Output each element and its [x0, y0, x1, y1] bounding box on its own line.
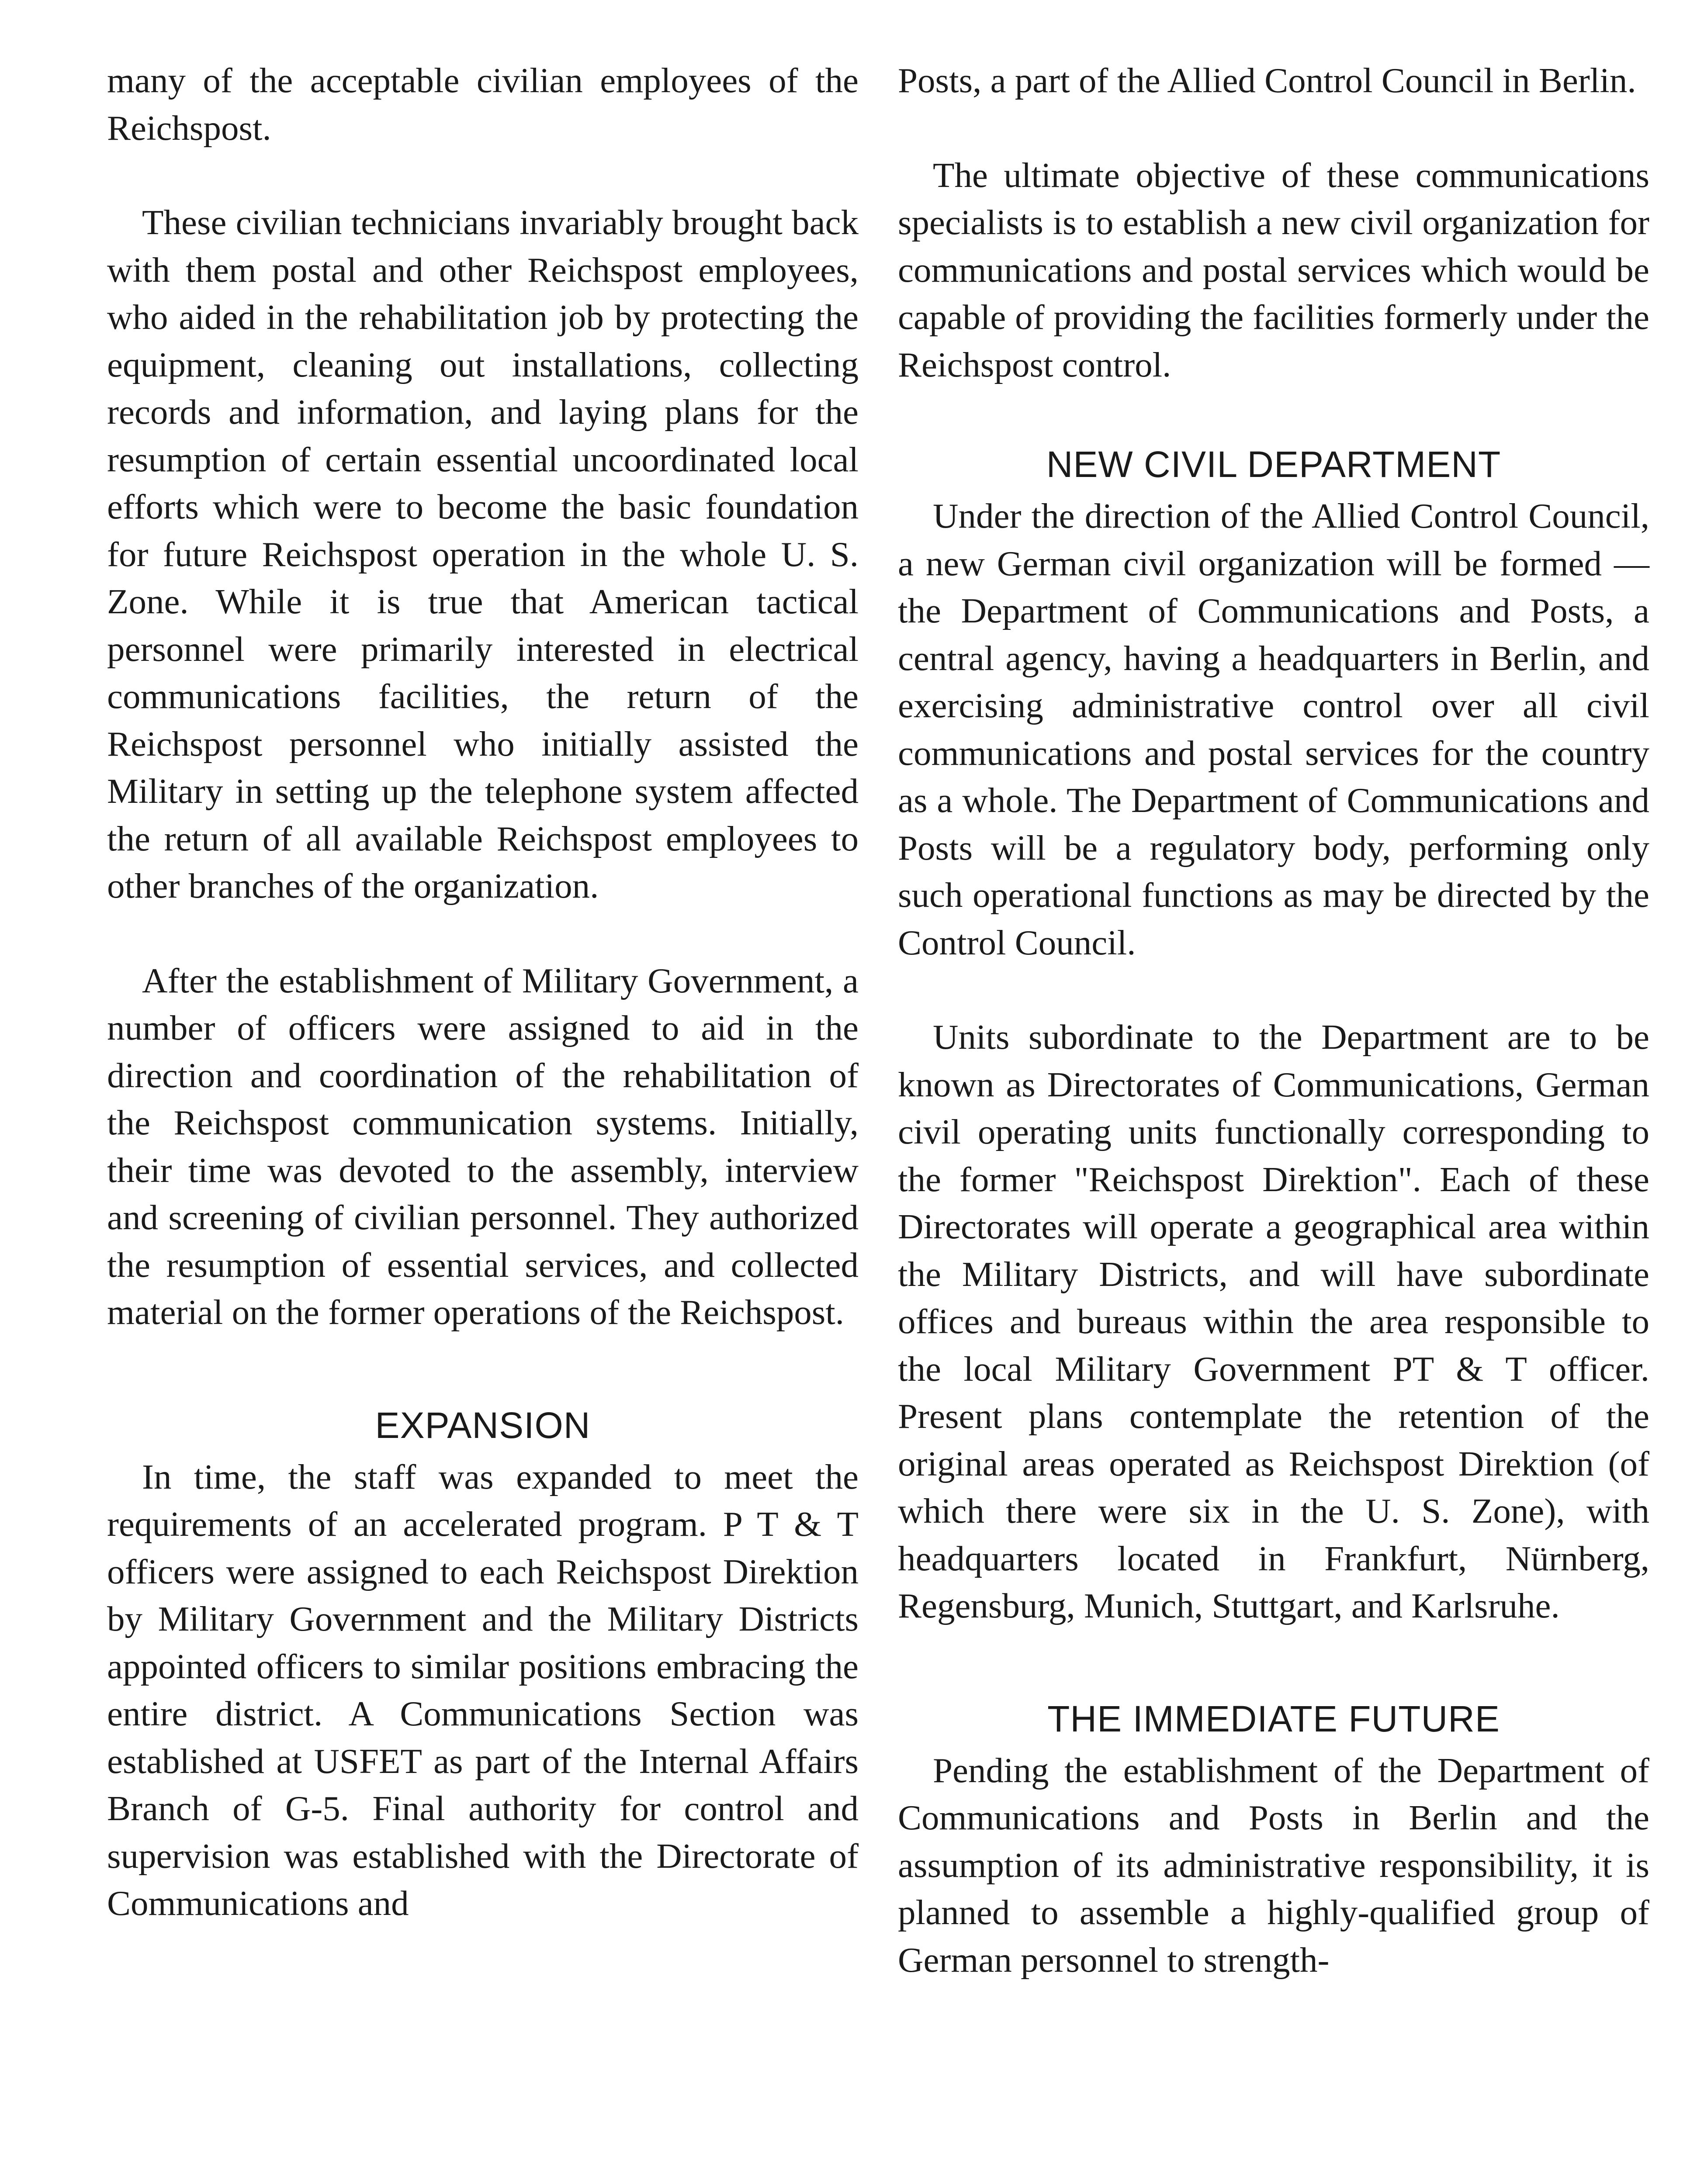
paragraph-ultimate-objective: The ultimate objective of these communications specialists is to establish a new civil organization for communications and postal services which would be capable of providing the facilities formerly under the Reichspost control.	[898, 155, 1649, 384]
paragraph-allied-control-council: Posts, a part of the Allied Control Council in Berlin.	[898, 61, 1636, 100]
heading-immediate-future: THE IMMEDIATE FUTURE	[1047, 1698, 1500, 1739]
paragraph-civilian-employees: many of the acceptable civilian employees of the Reichspost.	[107, 61, 859, 148]
heading-new-civil-department: NEW CIVIL DEPARTMENT	[1046, 444, 1501, 485]
heading-expansion: EXPANSION	[375, 1404, 591, 1446]
paragraph-civilian-technicians: These civilian technicians invariably brought back with them postal and other Reichspost employees, who aided in the rehabilitation job by protecting the equipment, cleaning out installations, collecting records and information, and laying plans for the resumption of certain essential uncoordinated local efforts which were to become the basic foundation for future Reichspost operation in the whole U. S. Zone. While it is true that American tactical personnel were primarily interested in electrical communications facilities, the return of the Reichspost personnel who initially assisted the Military in setting up the telephone system affected the return of all available Reichspost employees to other branches of the organization.	[107, 203, 859, 905]
left-column	[107, 57, 859, 1974]
paragraph-expansion: In time, the staff was expanded to meet the requirements of an accelerated program. P T & T officers were assigned to each Reichspost Direktion by Military Government and the Military Districts appointed officers to similar positions embracing the entire district. A Communications Section was established at USFET as part of the Internal Affairs Branch of G-5. Final authority for control and supervision was established with the Directorate of Communications and	[107, 1457, 859, 1923]
paragraph-directorates: Units subordinate to the Department are to be known as Directorates of Communications, German civil operating units functionally corresponding to the former "Reichspost Direktion". Each of these Directorates will operate a geographical area within the Military Districts, and will have subordinate offices and bureaus within the area responsible to the local Military Government PT & T officer. Present plans contemplate the retention of the original areas operated as Reichspost Direktion (of which there were six in the U. S. Zone), with headquarters located in Frankfurt, Nürnberg, Regensburg, Munich, Stuttgart, and Karlsruhe.	[898, 1017, 1649, 1625]
paragraph-immediate-future: Pending the establishment of the Department of Communications and Posts in Berlin and the assumption of its administrative responsibility, it is planned to assemble a highly-qualified group of German personnel to strength-	[898, 1750, 1649, 1980]
paragraph-new-civil-department: Under the direction of the Allied Control Council, a new German civil organization will be formed — the Department of Communications and Posts, a central agency, having a headquarters in Berlin, and exercising administrative control over all civil communications and postal services for the country as a whole. The Department of Communications and Posts will be a regulatory body, performing only such operational functions as may be directed by the Control Council.	[898, 496, 1649, 962]
paragraph-military-government: After the establishment of Military Government, a number of officers were assigned to aid in the direction and coordination of the rehabilitation of the Reichspost communication systems. Initially, their time was devoted to the assembly, interview and screening of civilian personnel. They authorized the resumption of essential services, and collected material on the former operations of the Reichspost.	[107, 961, 859, 1332]
right-column	[898, 57, 1649, 2031]
